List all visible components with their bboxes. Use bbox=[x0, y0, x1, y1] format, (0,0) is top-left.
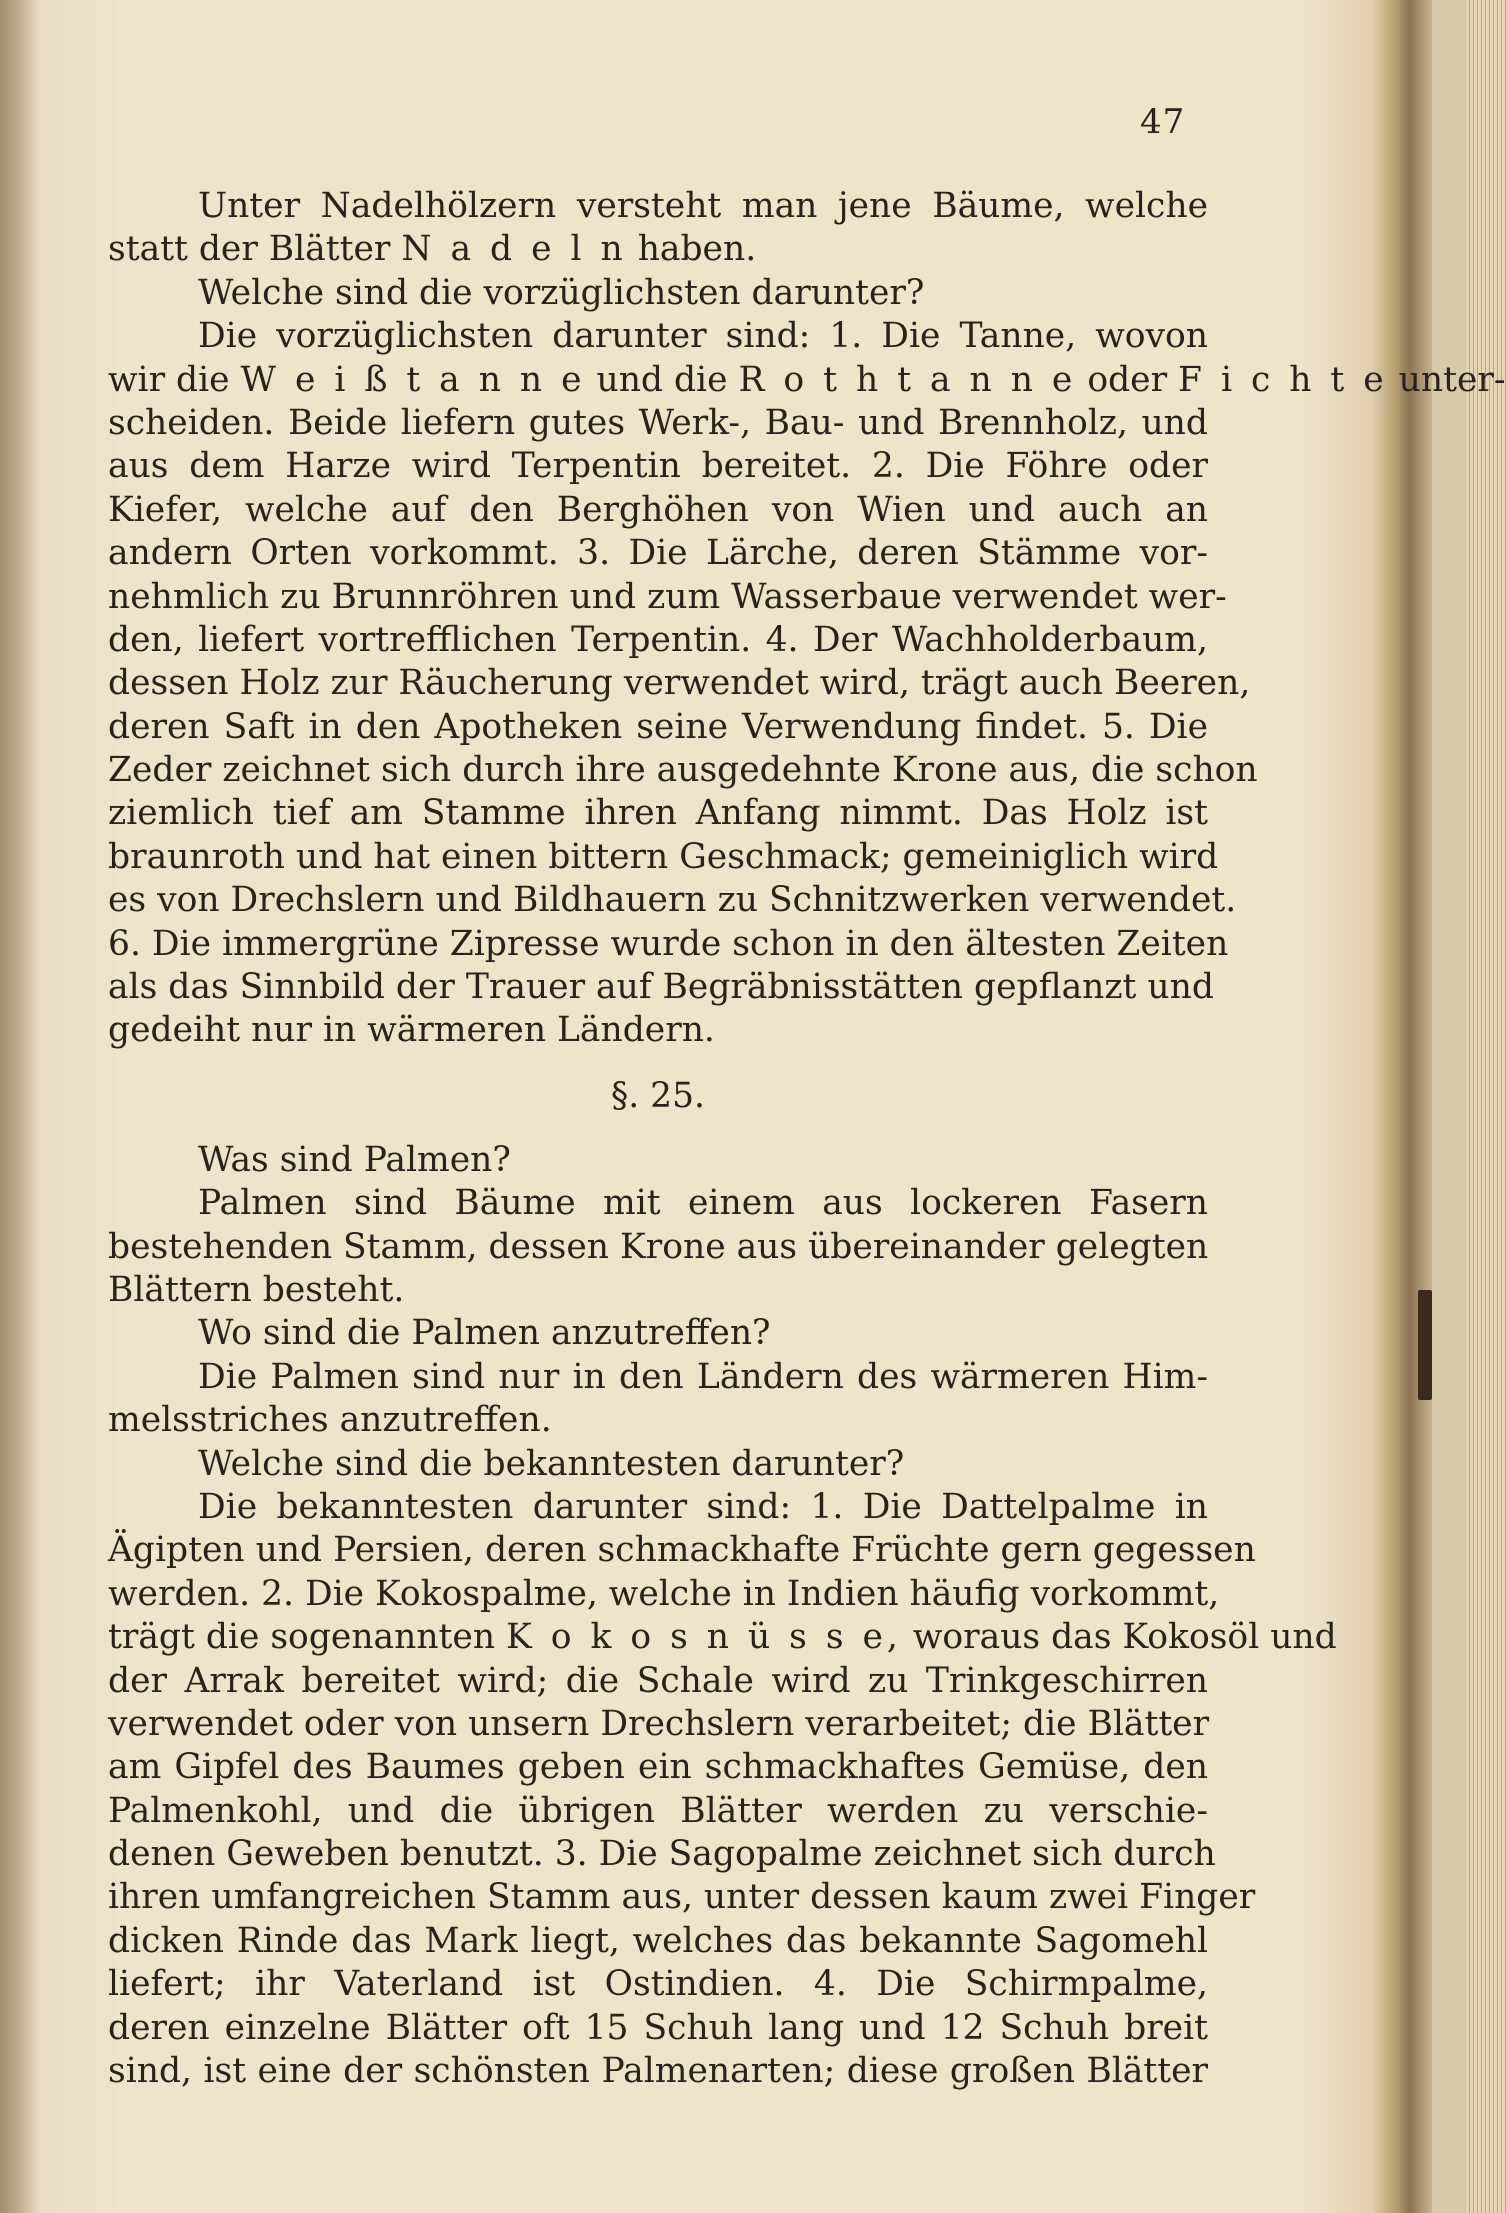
text-line bbox=[108, 1616, 1337, 1659]
text-line: es von Drechslern und Bildhauern zu Schnitzwerken verwendet. bbox=[108, 880, 1237, 921]
text-line bbox=[108, 359, 1506, 402]
text-line: Die Palmen sind nur in den Ländern des wärmeren Him- bbox=[198, 1356, 1208, 1397]
text-line: denen Geweben benutzt. 3. Die Sagopalme zeichnet sich durch bbox=[108, 1834, 1216, 1875]
spaced-term: R o t h t a n n e bbox=[738, 359, 1077, 400]
text-line: 6. Die immergrüne Zipresse wurde schon in den ältesten Zeiten bbox=[108, 923, 1229, 964]
section-heading: §. 25. bbox=[610, 1075, 706, 1116]
text-line: ziemlich tief am Stamme ihren Anfang nimmt. Das Holz ist bbox=[108, 793, 1208, 834]
text-line: Palmenkohl, und die übrigen Blätter werden zu verschie- bbox=[108, 1790, 1208, 1831]
text-line: Ägipten und Persien, deren schmackhafte Früchte gern gegessen bbox=[108, 1530, 1256, 1571]
text-line: deren einzelne Blätter oft 15 Schuh lang und 12 Schuh breit bbox=[108, 2007, 1208, 2048]
text-line: gedeiht nur in wärmeren Ländern. bbox=[108, 1010, 715, 1051]
text-line: Die bekanntesten darunter sind: 1. Die Dattelpalme in bbox=[198, 1486, 1208, 1527]
book-page bbox=[100, 90, 1506, 2170]
page-number: 47 bbox=[1140, 102, 1186, 142]
text-line: Kiefer, welche auf den Berghöhen von Wien und auch an bbox=[108, 489, 1208, 530]
text-line: liefert; ihr Vaterland ist Ostindien. 4. Die Schirmpalme, bbox=[108, 1964, 1208, 2005]
text-line: bestehenden Stamm, dessen Krone aus übereinander gelegten bbox=[108, 1226, 1209, 1267]
spaced-term: N a d e l n bbox=[401, 229, 627, 270]
text-line: deren Saft in den Apotheken seine Verwendung findet. 5. Die bbox=[108, 706, 1208, 747]
page-edges bbox=[1466, 0, 1506, 2213]
text-line: Welche sind die vorzüglichsten darunter? bbox=[198, 272, 925, 313]
text-line-part: statt der Blätter bbox=[108, 229, 391, 270]
gutter-shadow bbox=[0, 0, 40, 2213]
text-line: Blättern besteht. bbox=[108, 1269, 405, 1310]
text-line: dessen Holz zur Räucherung verwendet wird, trägt auch Beeren, bbox=[108, 663, 1251, 704]
text-line: Welche sind die bekanntesten darunter? bbox=[198, 1443, 905, 1484]
spaced-term: F i c h t e bbox=[1178, 359, 1388, 400]
body-text bbox=[108, 185, 1506, 2093]
text-line-part: haben. bbox=[637, 229, 757, 270]
text-line: scheiden. Beide liefern gutes Werk-, Bau- und Brennholz, und bbox=[108, 402, 1208, 443]
text-line: Unter Nadelhölzern versteht man jene Bäume, welche bbox=[198, 186, 1208, 226]
text-line: als das Sinnbild der Trauer auf Begräbnisstätten gepflanzt und bbox=[108, 967, 1214, 1008]
text-line: andern Orten vorkommt. 3. Die Lärche, deren Stämme vor- bbox=[108, 533, 1208, 574]
text-line-part: unter- bbox=[1398, 359, 1506, 400]
bookmark-ribbon bbox=[1418, 1290, 1432, 1400]
spaced-term: K o k o s n ü s s e, bbox=[506, 1617, 902, 1658]
text-line: Wo sind die Palmen anzutreffen? bbox=[198, 1313, 771, 1354]
spaced-term: W e i ß t a n n e bbox=[240, 359, 586, 400]
text-line: ihren umfangreichen Stamm aus, unter dessen kaum zwei Finger bbox=[108, 1877, 1256, 1918]
text-line-part: wir die bbox=[108, 359, 230, 400]
text-line: am Gipfel des Baumes geben ein schmackhaftes Gemüse, den bbox=[108, 1747, 1208, 1788]
text-line: nehmlich zu Brunnröhren und zum Wasserbaue verwendet wer- bbox=[108, 576, 1227, 617]
text-line-part: oder bbox=[1087, 359, 1168, 400]
text-line: den, liefert vortrefflichen Terpentin. 4. Der Wachholderbaum, bbox=[108, 619, 1208, 660]
text-line-part: woraus das Kokosöl und bbox=[912, 1617, 1337, 1658]
text-line: dicken Rinde das Mark liegt, welches das bekannte Sagomehl bbox=[108, 1920, 1208, 1961]
text-line: Die vorzüglichsten darunter sind: 1. Die Tanne, wovon bbox=[198, 316, 1208, 357]
text-line: der Arrak bereitet wird; die Schale wird zu Trinkgeschirren bbox=[108, 1660, 1208, 1701]
text-line: Was sind Palmen? bbox=[198, 1139, 511, 1180]
text-line-part: und die bbox=[596, 359, 728, 400]
text-line: braunroth und hat einen bittern Geschmack; gemeiniglich wird bbox=[108, 836, 1219, 877]
text-line: aus dem Harze wird Terpentin bereitet. 2. Die Föhre oder bbox=[108, 446, 1208, 487]
text-line: werden. 2. Die Kokospalme, welche in Indien häufig vorkommt, bbox=[108, 1573, 1220, 1614]
text-line bbox=[108, 228, 1208, 271]
text-line: sind, ist eine der schönsten Palmenarten; diese großen Blätter bbox=[108, 2051, 1208, 2092]
text-line: Zeder zeichnet sich durch ihre ausgedehnte Krone aus, die schon bbox=[108, 750, 1258, 791]
text-line: verwendet oder von unsern Drechslern verarbeitet; die Blätter bbox=[108, 1703, 1210, 1744]
text-line-part: trägt die sogenannten bbox=[108, 1617, 496, 1658]
text-line: Palmen sind Bäume mit einem aus lockeren Fasern bbox=[198, 1183, 1208, 1224]
text-line: melsstriches anzutreffen. bbox=[108, 1400, 552, 1441]
